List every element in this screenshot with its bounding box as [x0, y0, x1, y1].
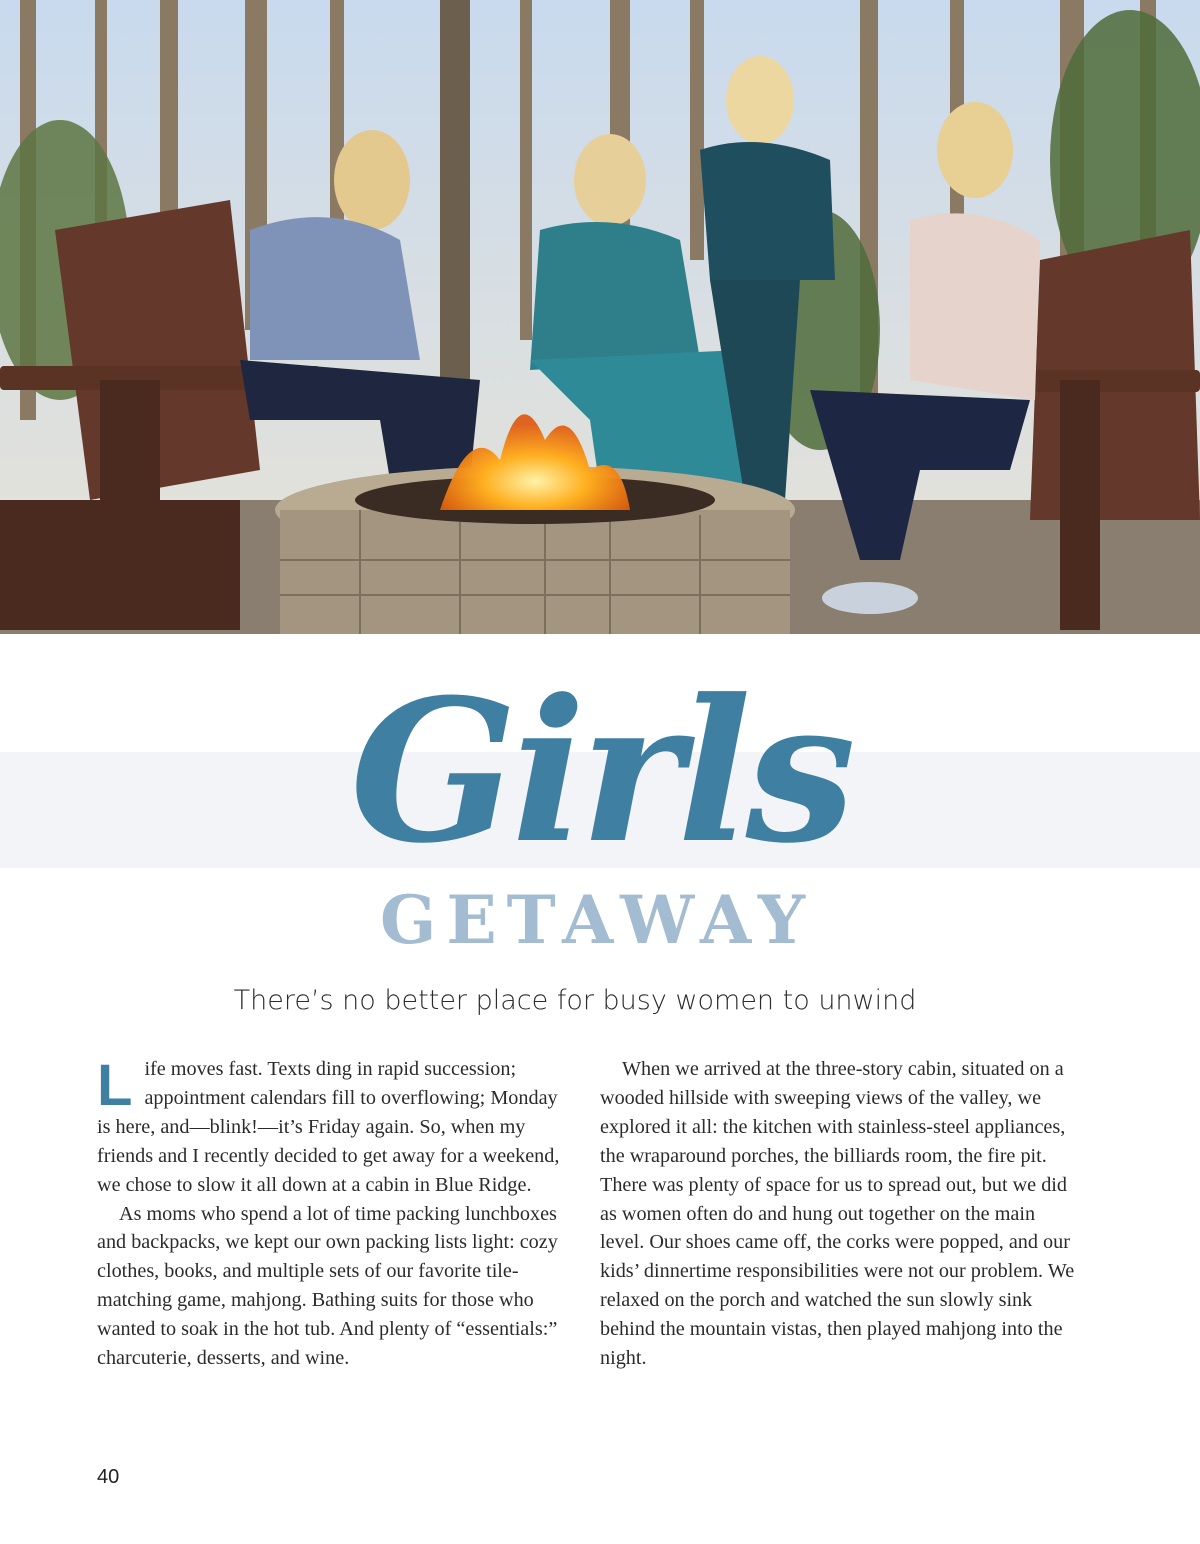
paragraph-1-text: ife moves fast. Texts ding in rapid succession; appointment calendars fill to overflowing; Monday is here, and—blink!—it’s Friday again. So, when my friends and I recently decided to get away for a weekend, we chose to slow it all down at a cabin in Blue Ridge. — [97, 1058, 560, 1196]
page-number: 40 — [97, 1466, 120, 1488]
title-script: Girls — [350, 657, 850, 887]
hero-photo — [0, 0, 1200, 634]
subtitle: There’s no better place for busy women to unwind — [233, 985, 917, 1016]
paragraph-3: When we arrived at the three-story cabin, situated on a wooded hillside with sweeping views of the valley, we explored it all: the kitchen with stainless-steel appliances, the wraparound porches, the billiards room, the fire pit. There was plenty of space for us to spread out, but we did as women often do and hung out together on the main level. Our shoes came off, the corks were popped, and our kids’ dinnertime responsibilities were not our problem. We relaxed on the porch and watched the sun slowly sink behind the mountain vistas, then played mahjong into the night. — [600, 1058, 1075, 1370]
fire-pit-scene-illustration — [0, 0, 1200, 634]
title-block: GETAWAY — [380, 881, 816, 959]
column-right — [600, 1055, 1075, 1373]
paragraph-1 — [97, 1055, 572, 1200]
drop-cap: L — [97, 1053, 133, 1118]
paragraph-2: As moms who spend a lot of time packing lunchboxes and backpacks, we kept our own packing lists light: cozy clothes, books, and multiple sets of our favorite tile-matching game, mahjong. Bathing suits for those who wanted to soak in the hot tub. And plenty of “essentials:” charcuterie, desserts, and wine. — [97, 1202, 558, 1370]
column-left — [97, 1055, 572, 1373]
